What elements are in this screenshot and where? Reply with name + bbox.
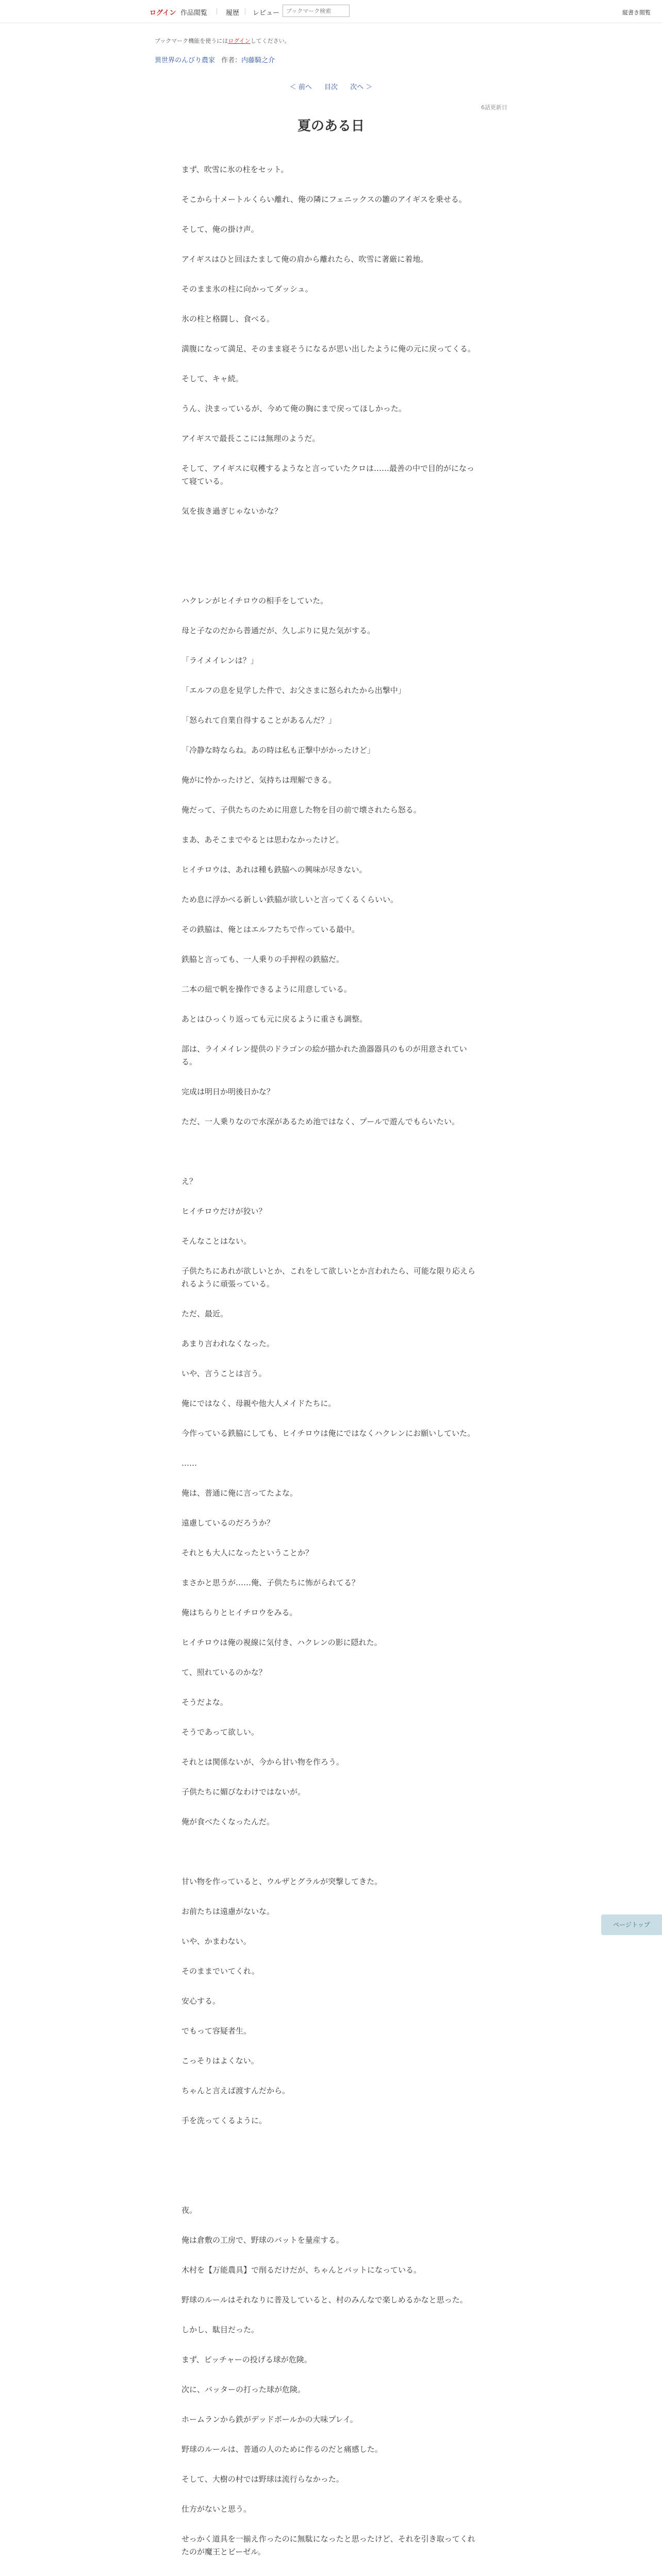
series-info [155, 55, 275, 64]
story-paragraph: でもって容疑者生。 [181, 2026, 252, 2036]
story-paragraph: アイギスはひと回ほたまして俺の肩から離れたら、吹雪に著厳に着地。 [181, 255, 428, 264]
login-notice [155, 37, 290, 45]
story-paragraph: て、照れているのかな？ [181, 1668, 267, 1677]
story-paragraph: ヒイチロウは、あれは種も鉄脇への興味が尽きない。 [181, 865, 367, 874]
story-paragraph: 俺がに怜かったけど、気持ちは理解できる。 [181, 775, 337, 785]
story-paragraph: 「怒られて自業自得することがあるんだ？」 [181, 716, 337, 725]
story-paragraph: 夜。 [181, 2206, 197, 2215]
series-title-link[interactable]: 異世界のんびり農家 [155, 57, 216, 64]
story-paragraph: そのまま氷の柱に向かってダッシュ。 [181, 284, 313, 294]
story-paragraph: 仕方がないと思う。 [181, 2504, 252, 2514]
story-paragraph: 遠慮しているのだろうか？ [181, 1518, 275, 1528]
story-paragraph: 手を洗ってくるように。 [181, 2116, 267, 2125]
story-paragraph [181, 1845, 481, 1858]
prev-chapter-link[interactable]: ＜ 前へ [289, 83, 312, 91]
story-paragraph: ただ、最近。 [181, 1309, 228, 1318]
story-paragraph: まあ、あそこまでやるとは思わなかったけど。 [181, 835, 344, 844]
story-paragraph: しかし、駄目だった。 [181, 2325, 259, 2334]
login-link[interactable]: ログイン [150, 9, 176, 17]
story-paragraph: 二本の紐で帆を操作できるように用意している。 [181, 985, 352, 994]
story-paragraph: 俺が食べたくなったんだ。 [181, 1817, 275, 1826]
story-paragraph: いや、言うことは言う。 [181, 1369, 267, 1378]
story-paragraph: 鉄脇と言っても、一人乗りの手押程の鉄脇だ。 [181, 955, 344, 964]
story-paragraph: そうであって欲しい。 [181, 1727, 259, 1737]
chapter-pager [0, 81, 662, 91]
notice-suffix: してください。 [250, 38, 290, 44]
story-paragraph: ため息に浮かべる新しい鉄脇が欲しいと言ってくるくらいい。 [181, 895, 399, 904]
story-paragraph: こっそりはよくない。 [181, 2056, 259, 2065]
story-paragraph: 気を抜き過ぎじゃないかな？ [181, 506, 283, 516]
story-paragraph: そうだよな。 [181, 1698, 228, 1707]
vertical-reading-link[interactable]: 縦書き閲覧 [622, 9, 651, 16]
story-paragraph: ヒイチロウは俺の視線に気付き、ハクレンの影に隠れた。 [181, 1638, 382, 1647]
story-paragraph: …… [181, 1459, 197, 1468]
story-paragraph: 子供たちに媚びなわけではないが。 [181, 1787, 306, 1797]
page-top-button[interactable]: ページトップ [601, 1914, 662, 1935]
story-paragraph: 野球のルールはそれなりに普及していると、村のみんなで楽しめるかなと思った。 [181, 2295, 468, 2304]
story-paragraph: うん、決まっているが、今めて俺の胸にまで戻ってほしかった。 [181, 404, 406, 413]
story-paragraph: ヒイチロウだけが狡い？ [181, 1207, 267, 1216]
update-date: 6話更新日 [481, 104, 507, 111]
story-paragraph: 部は、ライメイレン提供のドラゴンの絵が描かれた漁器器具のものが用意されている。 [181, 1044, 467, 1066]
story-paragraph: 「ライメイレンは？」 [181, 656, 258, 665]
story-paragraph: そして、俺の掛け声。 [181, 225, 259, 234]
top-navigation-bar [0, 0, 662, 23]
story-paragraph: 俺だって、子供たちのために用意した物を目の前で壊されたら怒る。 [181, 805, 421, 815]
story-paragraph: 俺は、普通に俺に言ってたよな。 [181, 1488, 298, 1498]
story-paragraph: 木村を【万能農具】で削るだけだが、ちゃんとバットになっている。 [181, 2265, 422, 2275]
story-paragraph: 子供たちにあれが欲しいとか、これをして欲しいとか言われたら、可能な限り応えられるように頑張っている。 [181, 1266, 476, 1289]
bookmark-search-input[interactable] [283, 5, 350, 17]
story-paragraph: 完成は明日か明後日かな？ [181, 1087, 275, 1096]
story-paragraph: まさかと思うが……俺、子供たちに怖がられてる？ [181, 1578, 360, 1587]
story-paragraph: え？ [181, 1177, 197, 1186]
story-paragraph: そのままでいてくれ。 [181, 1967, 259, 1976]
story-paragraph: アイギスで最長ここには無理のようだ。 [181, 434, 320, 443]
nav-link-works[interactable]: 作品閲覧 [180, 9, 208, 17]
nav-link-history[interactable]: 履歴 [226, 9, 240, 17]
story-paragraph: 次に、バッターの打った球が危険。 [181, 2385, 306, 2394]
story-paragraph: 満腹になって満足、そのまま寝そうになるが思い出したように俺の元に戻ってくる。 [181, 344, 476, 353]
story-paragraph: まず、ピッチャーの投げる球が危険。 [181, 2355, 312, 2364]
story-paragraph: 安心する。 [181, 1996, 221, 2006]
story-paragraph: そんなことはない。 [181, 1236, 252, 1246]
table-of-contents-link[interactable]: 目次 [324, 83, 338, 91]
nav-link-review[interactable]: レビュー [253, 9, 280, 17]
story-paragraph: 野球のルールは、普通の人のために作るのだと痛感した。 [181, 2445, 383, 2454]
story-paragraph: そして、アイギスに収穫するようなと言っていたクロは……最善の中で目的がになって寝ている。 [181, 464, 475, 486]
story-paragraph: そして、キャ続。 [181, 374, 243, 383]
story-paragraph: 母と子なのだから普通だが、久しぶりに見た気がする。 [181, 626, 375, 635]
story-body [181, 163, 481, 2576]
story-paragraph: 「エルフの息を見学した件で、お父さまに怒られたから出撃中」 [181, 686, 406, 695]
story-paragraph: ホームランから鉄がデッドボールかの大味プレイ。 [181, 2415, 358, 2424]
chapter-title: 夏のある日 [297, 118, 365, 134]
next-chapter-link[interactable]: 次へ ＞ [350, 83, 373, 91]
story-paragraph: あとはひっくり返っても元に戻るように重さも調整。 [181, 1014, 368, 1024]
story-paragraph: せっかく道具を一揃え作ったのに無駄になったと思ったけど、それを引き取ってくれたのが魔王とビーゼル。 [181, 2534, 475, 2556]
story-paragraph: それとも大人になったということか？ [181, 1548, 313, 1557]
story-paragraph: 今作っている鉄脇にしても、ヒイチロウは俺にではなくハクレンにお願いしていた。 [181, 1429, 475, 1438]
story-paragraph [181, 2144, 481, 2157]
story-paragraph: ちゃんと言えば渡すんだから。 [181, 2086, 290, 2095]
author-link[interactable]: 内藤騎之介 [241, 57, 275, 64]
story-paragraph: 俺はちらりとヒイチロウをみる。 [181, 1608, 297, 1617]
story-paragraph [181, 2174, 481, 2187]
story-paragraph: その鉄脇は、俺とはエルフたちで作っている最中。 [181, 925, 359, 934]
story-paragraph: 「冷静な時ならね。あの時は私も正撃中がかったけど」 [181, 745, 375, 755]
story-paragraph: そして、大樹の村では野球は流行らなかった。 [181, 2475, 344, 2484]
notice-login-link[interactable]: ログイン [228, 38, 251, 44]
story-paragraph: それとは関係ないが、今から甘い物を作ろう。 [181, 1757, 344, 1767]
story-paragraph: ハクレンがヒイチロウの相手をしていた。 [181, 596, 328, 605]
story-paragraph: まず、吹雪に氷の柱をセット。 [181, 165, 289, 174]
author-label: 作者： [221, 57, 242, 64]
story-paragraph: そこから十メートルくらい離れ、俺の隣にフェニックスの雛のアイギスを乗せる。 [181, 195, 467, 204]
story-paragraph: あまり言われなくなった。 [181, 1339, 275, 1348]
story-paragraph: 氷の柱と格闘し、食べる。 [181, 314, 275, 324]
story-paragraph [181, 535, 481, 548]
story-paragraph [181, 1145, 481, 1158]
story-paragraph: 俺にではなく、母親や他大人メイドたちに。 [181, 1399, 336, 1408]
notice-prefix: ブックマーク機能を使うには [155, 38, 228, 44]
story-paragraph [181, 565, 481, 578]
story-paragraph: ただ、一人乗りなので水深があるため池ではなく、プールで遊んでもらいたい。 [181, 1117, 459, 1126]
story-paragraph: 俺は倉敷の工房で、野球のバットを量産する。 [181, 2235, 344, 2245]
story-paragraph: お前たちは遠慮がないな。 [181, 1907, 275, 1916]
story-paragraph: いや、かまわない。 [181, 1937, 251, 1946]
story-paragraph: 甘い物を作っていると、ウルザとグラルが突撃してきた。 [181, 1877, 383, 1886]
